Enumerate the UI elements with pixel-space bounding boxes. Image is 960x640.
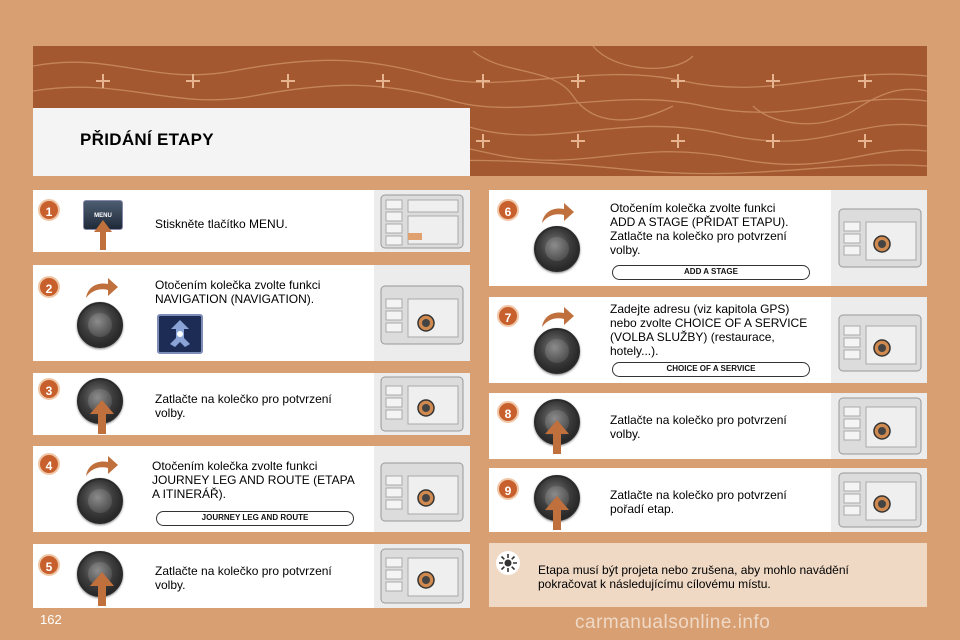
text-line: (VOLBA SLUŽBY) (restaurace, bbox=[610, 330, 775, 344]
push-arrow-icon bbox=[94, 220, 112, 250]
text-line: Zatlačte na kolečko pro potvrzení bbox=[155, 564, 332, 578]
menu-option-pill: ADD A STAGE bbox=[612, 265, 810, 280]
menu-key-icon: MENU bbox=[83, 200, 123, 230]
text-line: nebo zvolte CHOICE OF A SERVICE bbox=[610, 316, 808, 330]
navigation-icon bbox=[157, 314, 203, 354]
rotary-knob bbox=[534, 226, 580, 272]
step-2-text bbox=[155, 278, 320, 306]
text-line: Zatlačte na kolečko pro potvrzení bbox=[610, 229, 787, 243]
text-line: A ITINERÁŘ). bbox=[152, 487, 227, 501]
text-line: Zatlačte na kolečko pro potvrzení bbox=[610, 413, 787, 427]
text-line: volby. bbox=[610, 427, 641, 441]
text-line: volby. bbox=[610, 243, 641, 257]
step-1-text: Stiskněte tlačítko MENU. bbox=[155, 217, 288, 231]
radio-unit-icon bbox=[380, 548, 464, 604]
push-arrow-icon bbox=[545, 420, 569, 454]
step-3-text bbox=[155, 392, 332, 420]
watermark: carmanualsonline.info bbox=[575, 612, 771, 633]
step-6-text bbox=[610, 201, 788, 257]
radio-unit-icon bbox=[838, 314, 922, 372]
rotate-arrow-icon bbox=[84, 454, 118, 476]
text-line: Otočením kolečka zvolte funkci bbox=[155, 278, 321, 292]
step-number-badge: 3 bbox=[38, 378, 60, 400]
text-line: NAVIGATION (NAVIGATION). bbox=[155, 292, 315, 306]
rotate-arrow-icon bbox=[540, 305, 574, 327]
radio-unit-icon bbox=[838, 397, 922, 455]
menu-option-pill: JOURNEY LEG AND ROUTE bbox=[156, 511, 354, 526]
text-line: Etapa musí být projeta nebo zrušena, aby mohlo navádění bbox=[538, 563, 849, 577]
rotary-knob bbox=[77, 478, 123, 524]
push-arrow-icon bbox=[545, 496, 569, 530]
text-line: Otočením kolečka zvolte funkci bbox=[610, 201, 776, 215]
tip-note-text bbox=[538, 563, 849, 591]
text-line: Otočením kolečka zvolte funkci bbox=[152, 459, 318, 473]
step-number-badge: 4 bbox=[38, 453, 60, 475]
text-line: volby. bbox=[155, 406, 186, 420]
radio-unit-icon bbox=[838, 472, 922, 528]
menu-option-pill: CHOICE OF A SERVICE bbox=[612, 362, 810, 377]
text-line: JOURNEY LEG AND ROUTE (ETAPA bbox=[152, 473, 355, 487]
text-line: pokračovat k následujícímu cílovému místu. bbox=[538, 577, 771, 591]
step-9-text bbox=[610, 488, 787, 516]
push-arrow-icon bbox=[90, 400, 114, 434]
rotate-arrow-icon bbox=[84, 276, 118, 298]
text-line: ADD A STAGE (PŘIDAT ETAPU). bbox=[610, 215, 789, 229]
step-number-badge: 2 bbox=[38, 276, 60, 298]
step-number-badge: 7 bbox=[497, 305, 519, 327]
text-line: Zadejte adresu (viz kapitola GPS) bbox=[610, 302, 790, 316]
tip-sun-icon bbox=[496, 551, 520, 575]
page-title: PŘIDÁNÍ ETAPY bbox=[80, 130, 214, 149]
text-line: hotely...). bbox=[610, 344, 659, 358]
text-line: pořadí etap. bbox=[610, 502, 675, 516]
radio-unit-icon bbox=[380, 462, 464, 522]
radio-unit-icon bbox=[380, 376, 464, 432]
rotary-knob bbox=[534, 328, 580, 374]
step-4-text bbox=[152, 459, 355, 501]
rotary-knob bbox=[77, 302, 123, 348]
rotate-arrow-icon bbox=[540, 201, 574, 223]
radio-unit-icon bbox=[838, 208, 922, 268]
step-number-badge: 6 bbox=[497, 199, 519, 221]
text-line: Zatlačte na kolečko pro potvrzení bbox=[610, 488, 787, 502]
radio-unit-icon bbox=[380, 194, 464, 249]
step-7-text bbox=[610, 302, 807, 358]
push-arrow-icon bbox=[90, 572, 114, 606]
text-line: volby. bbox=[155, 578, 186, 592]
step-number-badge: 5 bbox=[38, 554, 60, 576]
text-line: Zatlačte na kolečko pro potvrzení bbox=[155, 392, 332, 406]
radio-unit-icon bbox=[380, 285, 464, 345]
step-number-badge: 1 bbox=[38, 199, 60, 221]
step-number-badge: 8 bbox=[497, 401, 519, 423]
page-number: 162 bbox=[40, 612, 62, 627]
step-5-text bbox=[155, 564, 332, 592]
step-8-text bbox=[610, 413, 787, 441]
step-number-badge: 9 bbox=[497, 478, 519, 500]
